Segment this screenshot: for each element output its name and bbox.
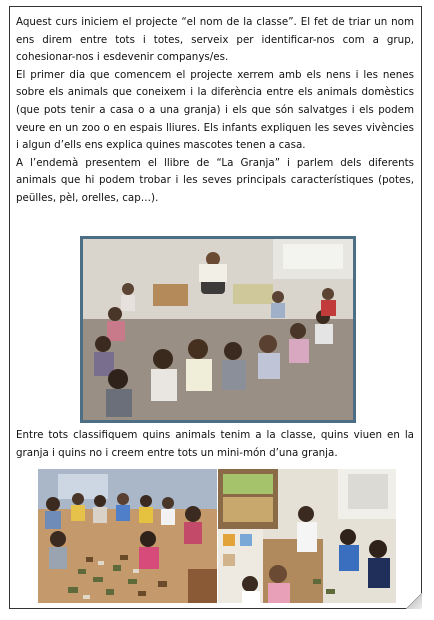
paragraph-class-name-project: Aquest curs iniciem el projecte “el nom de la classe”. El fet de triar un nom ens direm entre tots i totes, serveix per identificar-nos com a grup, cohesionar-nos i esdevenir companys/es. [16,16,414,64]
page-curl-corner [406,593,422,609]
paragraph-farm-book: A l’endemà presentem el llibre de “La Granja” i parlem dels diferents animals que hi podem trobar i les seves principals característiques (potes, peülles, pèl, orelles, cap…). [16,156,414,204]
photo-sorting-animals [38,469,217,603]
intro-text-block [16,14,414,208]
photo-mini-farm [218,469,396,603]
paragraph-classification: Entre tots classifiquem quins animals tenim a la classe, quins viuen en la granja i quins no i creem entre tots un mini-món d’una granja. [16,429,414,459]
closing-text-block [16,427,414,462]
paragraph-animals-discussion: El primer dia que comencem el projecte xerrem amb els nens i les nenes sobre els animals que coneixem i la diferència entre els animals domèstics (que pots tenir a casa o a una granja) i els que són salvatges i els podem veure en un zoo o en espais lliures. Els infants expliquen les seves vivències i algun d’ells ens explica quines mascotes tenen a casa. [16,68,414,152]
photo-reading-circle [80,236,356,423]
